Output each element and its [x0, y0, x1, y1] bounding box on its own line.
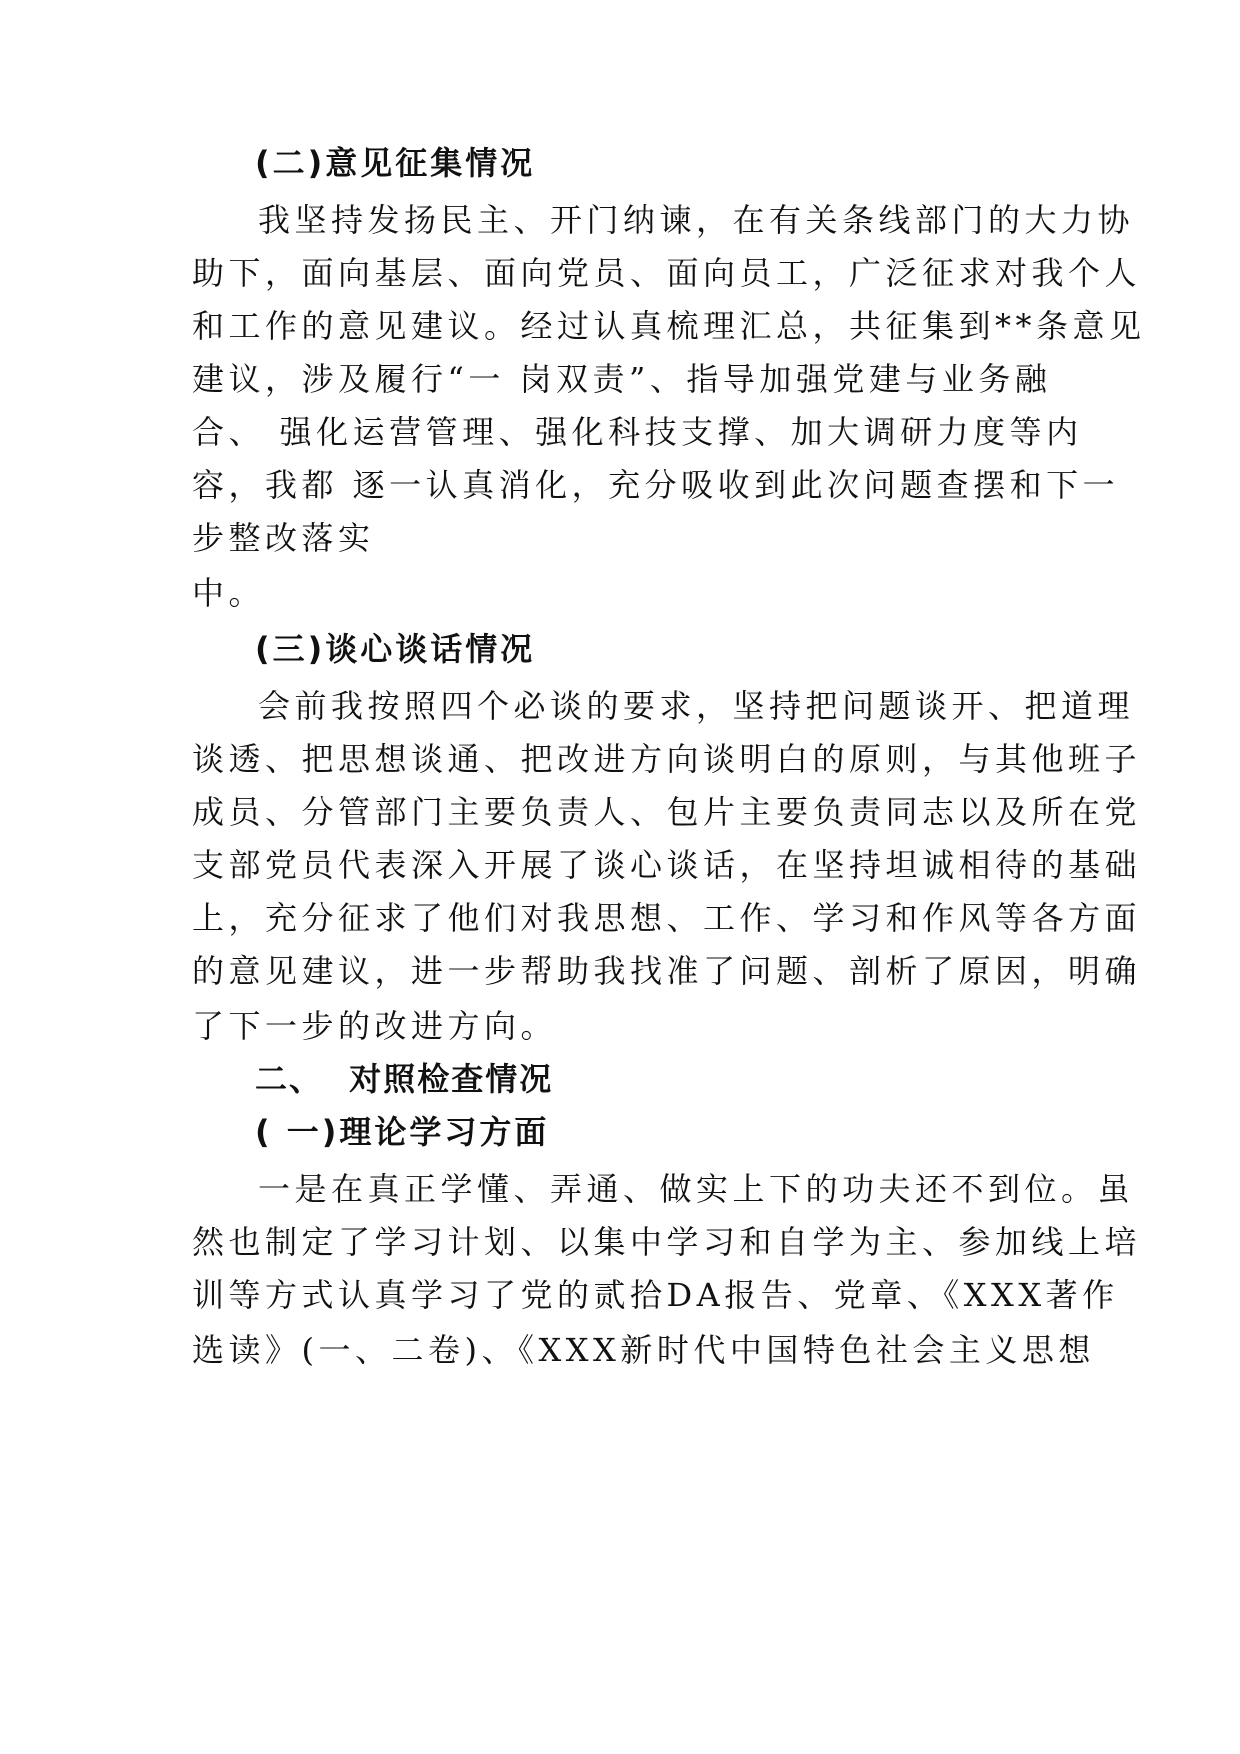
- part-heading-review: 二、 对照检查情况: [255, 1060, 554, 1098]
- paragraph-line: 了下一步的改进方向。: [192, 1007, 558, 1045]
- paragraph-line: 成员、分管部门主要负责人、包片主要负责同志以及所在党: [192, 793, 1142, 831]
- paragraph-line: 会前我按照四个必谈的要求，坚持把问题谈开、把道理: [258, 687, 1135, 725]
- paragraph-line: 合、 强化运营管理、强化科技支撑、加大调研力度等内: [192, 413, 1083, 451]
- paragraph-line: 一是在真正学懂、弄通、做实上下的功夫还不到位。虽: [258, 1170, 1135, 1208]
- paragraph-line: 支部党员代表深入开展了谈心谈话，在坚持坦诚相待的基础: [192, 846, 1142, 884]
- paragraph-line: 和工作的意见建议。经过认真梳理汇总，共征集到**条意见: [192, 307, 1146, 345]
- paragraph-line: 建议，涉及履行“一 岗双责”、指导加强党建与业务融: [192, 360, 1052, 398]
- paragraph-line: 上，充分征求了他们对我思想、工作、学习和作风等各方面: [192, 899, 1142, 937]
- paragraph-line: 选读》(一、二卷)、《XXX新时代中国特色社会主义思想: [192, 1331, 1095, 1369]
- paragraph-line: 训等方式认真学习了党的贰拾DA报告、党章、《XXX著作: [192, 1276, 1119, 1314]
- paragraph-line: 容，我都 逐一认真消化，充分吸收到此次问题查摆和下一: [192, 466, 1120, 504]
- paragraph-line: 我坚持发扬民主、开门纳谏，在有关条线部门的大力协: [258, 201, 1135, 239]
- paragraph-line: 的意见建议，进一步帮助我找准了问题、剖析了原因，明确: [192, 952, 1142, 990]
- section-heading-talks: (三)谈心谈话情况: [255, 630, 536, 668]
- paragraph-line: 步整改落实: [192, 519, 375, 557]
- paragraph-line: 中。: [192, 574, 266, 612]
- section-heading-opinions: (二)意见征集情况: [255, 144, 536, 182]
- section-heading-theory: ( 一)理论学习方面: [255, 1113, 550, 1151]
- paragraph-line: 然也制定了学习计划、以集中学习和自学为主、参加线上培: [192, 1223, 1142, 1261]
- paragraph-line: 谈透、把思想谈通、把改进方向谈明白的原则，与其他班子: [192, 740, 1142, 778]
- paragraph-line: 助下，面向基层、面向党员、面向员工，广泛征求对我个人: [192, 254, 1142, 292]
